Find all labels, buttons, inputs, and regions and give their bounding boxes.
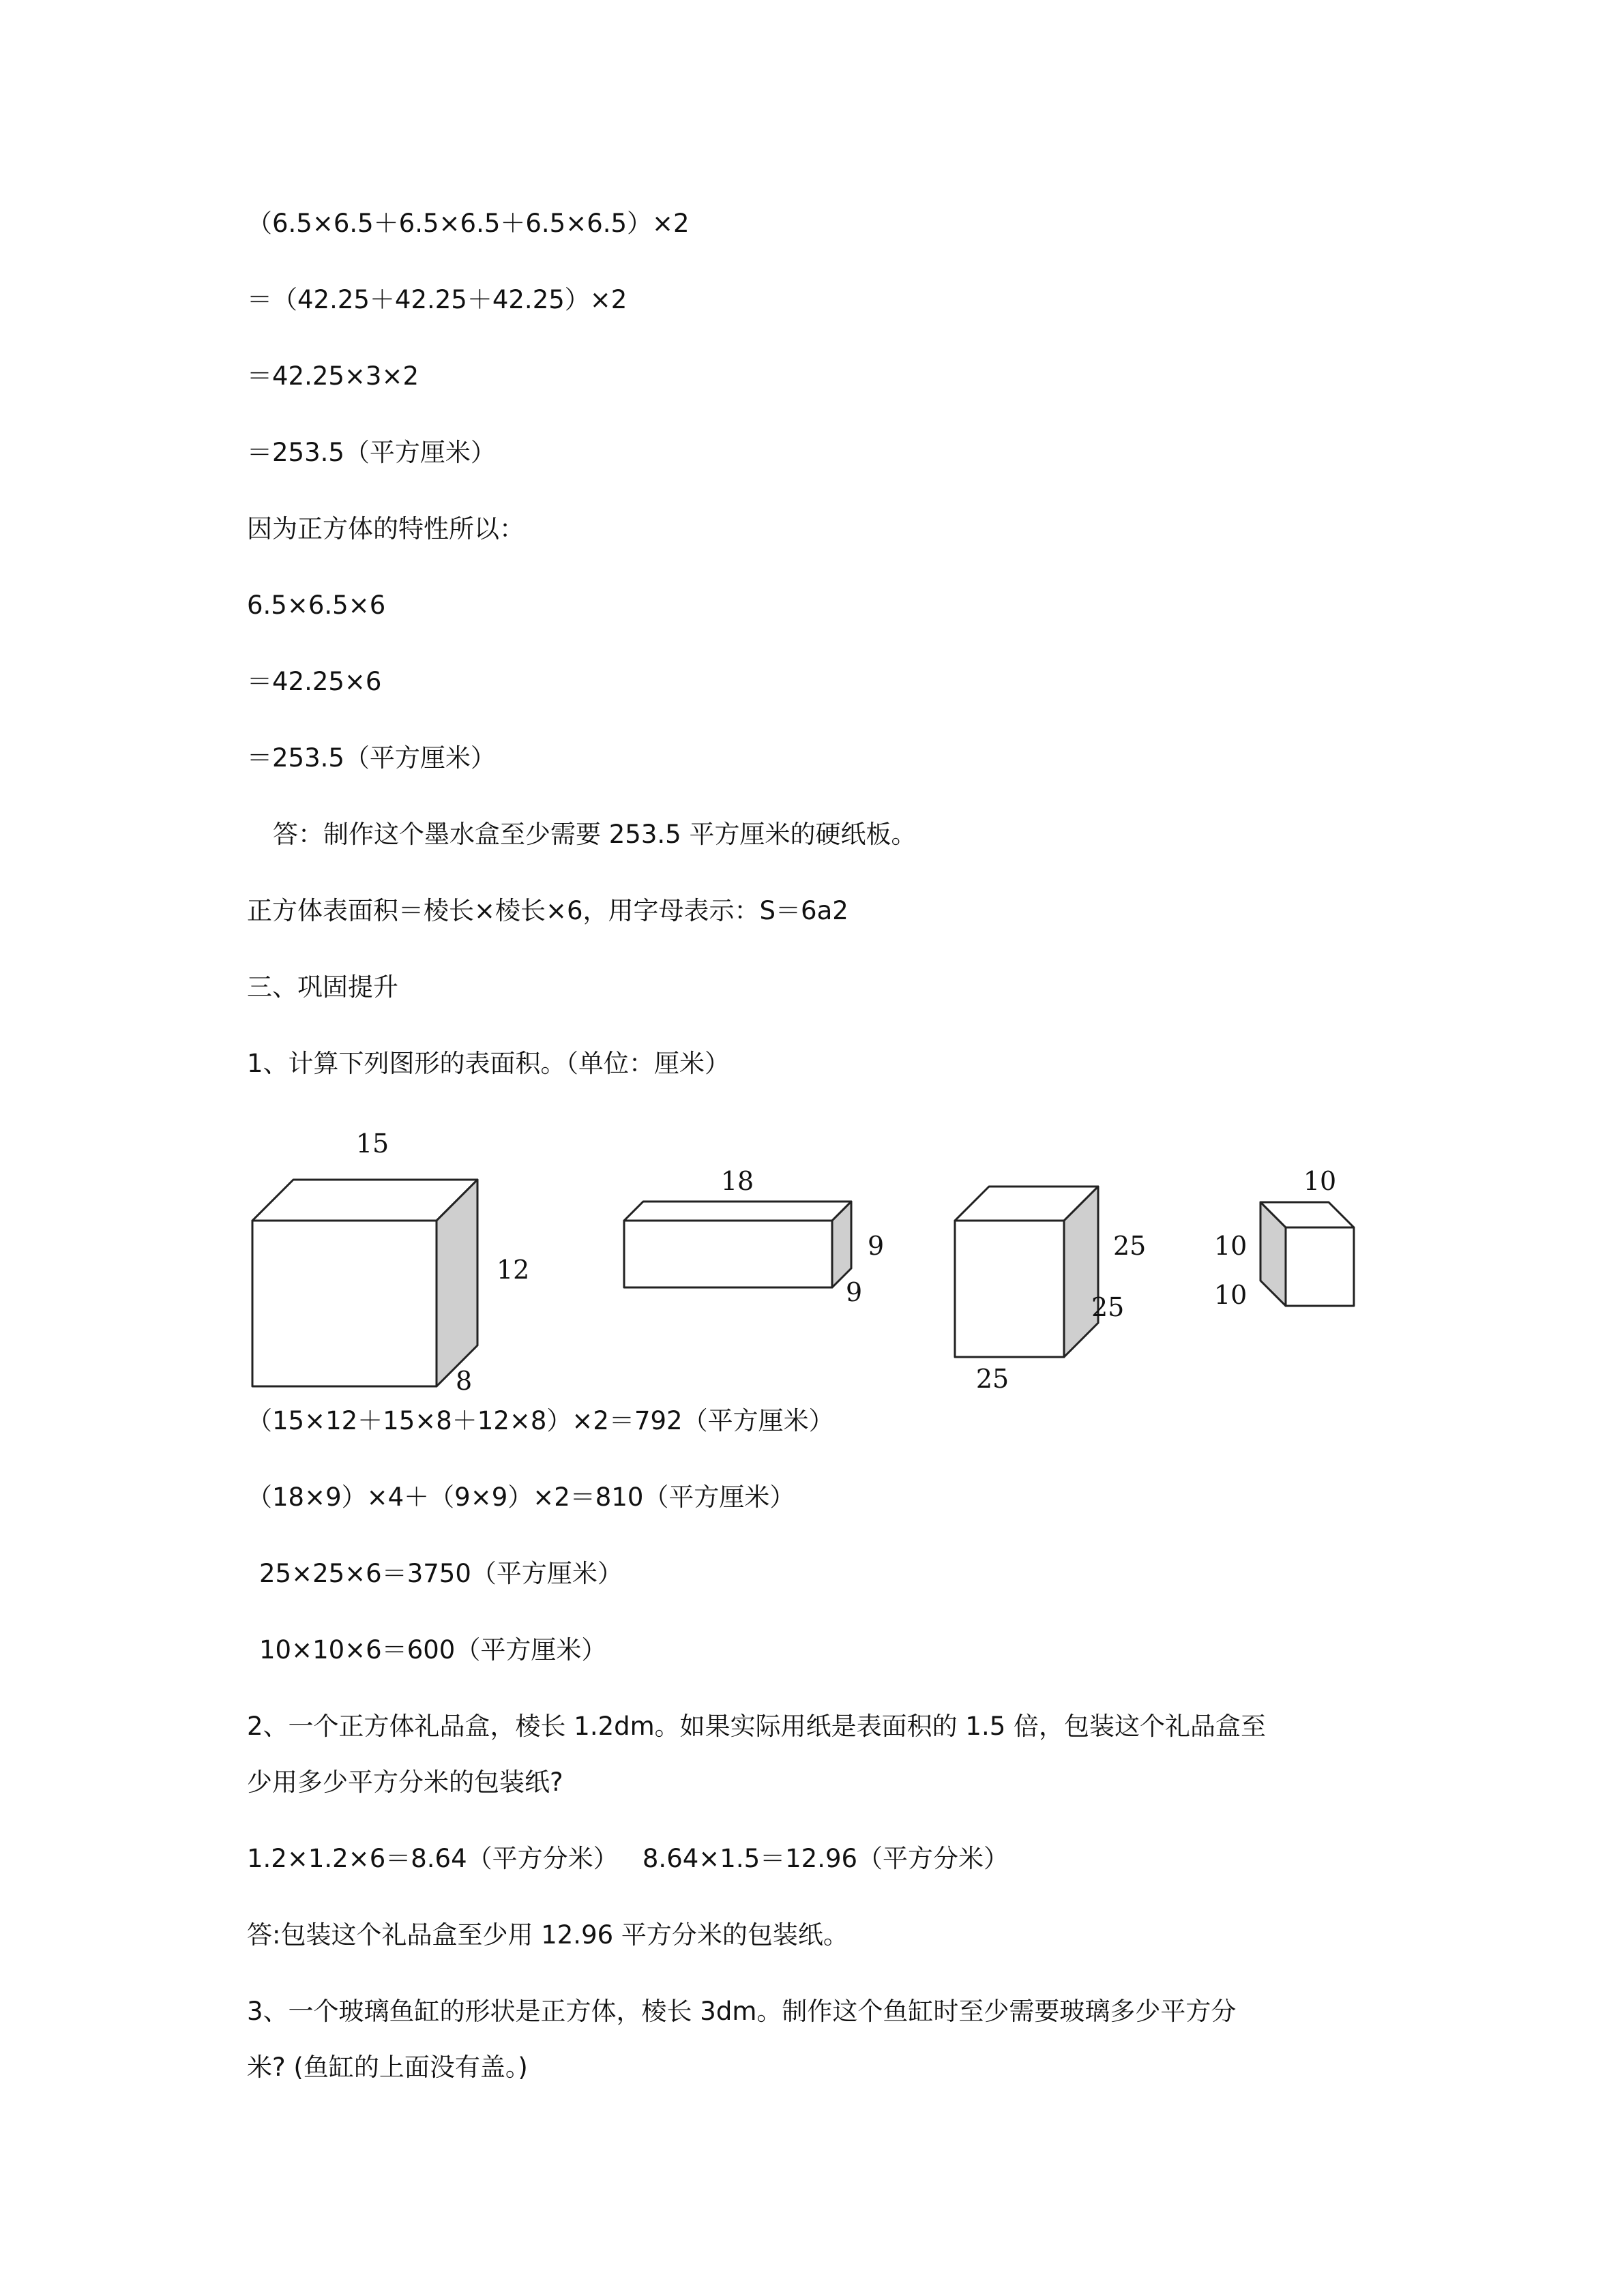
box-1-width-label: 8 [456,1366,473,1396]
box-figures [239,1112,1412,1396]
calc-line: ＝（42.25＋42.25＋42.25）×2 [247,285,628,314]
calc-line: ＝253.5（平方厘米） [247,743,496,773]
box-4-top-label: 10 [1303,1166,1337,1196]
calc-line: 6.5×6.5×6 [247,591,386,620]
answer-calc-3: 25×25×6＝3750（平方厘米） [259,1559,623,1588]
question-2-line-2: 少用多少平方分米的包装纸? [247,1768,563,1797]
box-3-width-label: 25 [1091,1292,1125,1322]
box-2-height-label: 9 [868,1231,885,1261]
box-2-cuboid [624,1202,851,1287]
answer-calc-2: （18×9）×4＋（9×9）×2＝810（平方厘米） [247,1482,795,1512]
question-3-line-2: 米? (鱼缸的上面没有盖。) [247,2053,528,2082]
box-4-cube [1260,1202,1354,1306]
answer-calc-1: （15×12＋15×8＋12×8）×2＝792（平方厘米） [247,1406,834,1435]
box-3-length-label: 25 [975,1364,1009,1394]
box-4-lower-left-label: 10 [1214,1280,1247,1310]
box-1-height-label: 12 [497,1255,530,1285]
calc-line: ＝42.25×3×2 [247,361,419,391]
box-1-length-label: 15 [355,1129,389,1159]
answer-calc-4: 10×10×6＝600（平方厘米） [259,1635,607,1665]
box-1-cuboid [252,1180,477,1386]
question-2-calc: 1.2×1.2×6＝8.64（平方分米） 8.64×1.5＝12.96（平方分米） [247,1844,1009,1873]
section-heading: 三、巩固提升 [247,972,398,1002]
question-2-line-1: 2、一个正方体礼品盒，棱长 1.2dm。如果实际用纸是表面积的 1.5 倍，包装这个礼品盒至 [247,1712,1267,1741]
box-3-height-label: 25 [1113,1231,1147,1261]
box-3-cube [955,1187,1098,1357]
box-2-width-label: 9 [846,1277,863,1307]
question-1: 1、计算下列图形的表面积。（单位：厘米） [247,1049,730,1078]
box-2-length-label: 18 [720,1166,754,1196]
explanation-line: 因为正方体的特性所以： [247,514,525,543]
question-2-answer: 答:包装这个礼品盒至少用 12.96 平方分米的包装纸。 [247,1920,848,1950]
calc-line: ＝42.25×6 [247,667,382,696]
calc-line: ＝253.5（平方厘米） [247,438,496,467]
formula-line: 正方体表面积＝棱长×棱长×6，用字母表示：S＝6a2 [247,896,848,925]
question-3-line-1: 3、一个玻璃鱼缸的形状是正方体，棱长 3dm。制作这个鱼缸时至少需要玻璃多少平方分 [247,1997,1237,2026]
answer-line: 答：制作这个墨水盒至少需要 253.5 平方厘米的硬纸板。 [273,820,917,849]
calc-line: （6.5×6.5＋6.5×6.5＋6.5×6.5）×2 [247,209,690,238]
box-4-upper-left-label: 10 [1214,1231,1247,1261]
